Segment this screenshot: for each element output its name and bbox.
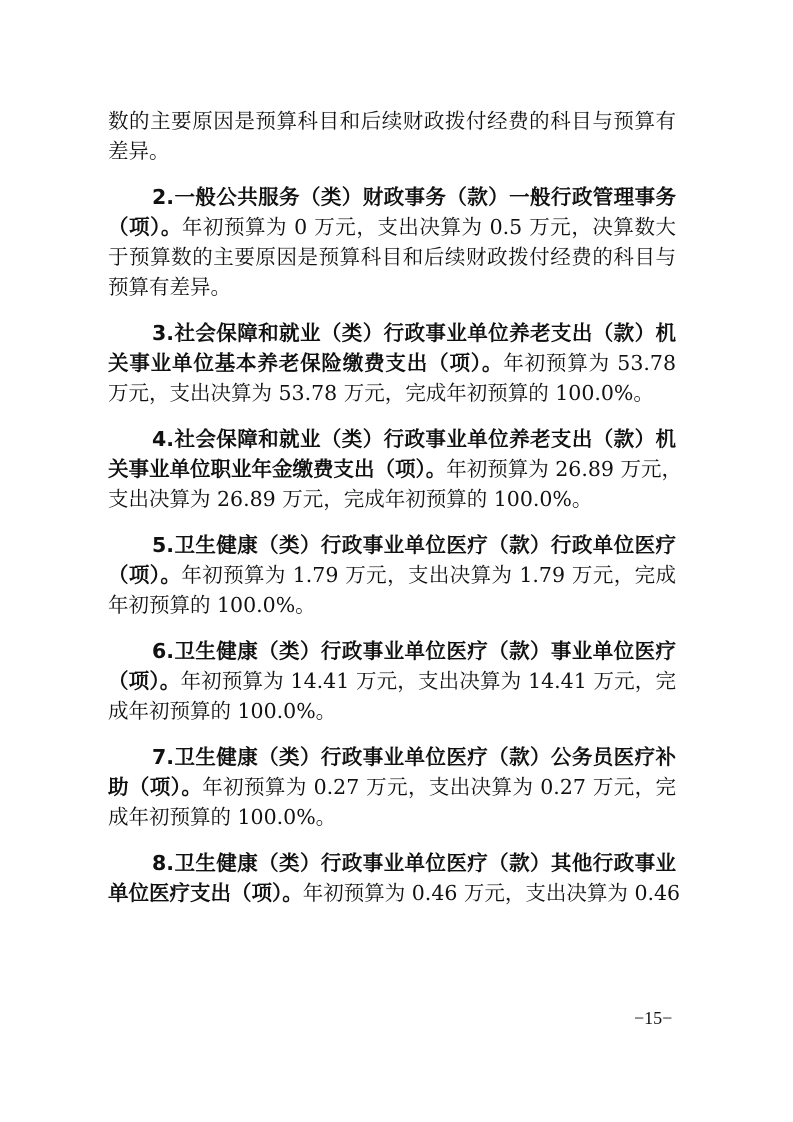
text-run: 年初预算为 1.79 万元，支出决算为 1.79 万元，完成 [181, 563, 677, 587]
item-heading: 7.卫生健康（类）行政事业单位医疗（款）公务员医疗补 [152, 745, 676, 769]
text-run: 年初预算为 0.27 万元，支出决算为 0.27 万元，完 [202, 775, 677, 799]
text-line [108, 878, 681, 908]
text-line [108, 742, 676, 772]
text-run: 年初预算为 26.89 万元， [446, 457, 682, 481]
text-run: 差异。 [108, 139, 170, 163]
text-run: 年初预算的 100.0%。 [108, 593, 316, 617]
item-heading: 关事业单位基本养老保险缴费支出（项）。 [108, 351, 504, 375]
text-line [108, 212, 676, 242]
paragraph-5 [108, 530, 676, 620]
item-heading: 单位医疗支出（项）。 [108, 881, 303, 905]
document-page [108, 106, 682, 908]
text-line [108, 182, 676, 212]
text-run: 成年初预算的 100.0%。 [108, 805, 337, 829]
paragraph-8 [108, 848, 681, 908]
text-line [108, 636, 676, 666]
text-line [108, 666, 676, 696]
text-line [108, 530, 676, 560]
text-line [108, 424, 676, 454]
text-line [108, 560, 676, 590]
text-line [108, 378, 676, 408]
text-line [108, 848, 676, 878]
paragraph-7 [108, 742, 676, 832]
paragraph-3 [108, 318, 676, 408]
text-run: 支出决算为 26.89 万元，完成年初预算的 100.0%。 [108, 487, 593, 511]
text-run: 年初预算为 0.46 万元，支出决算为 0.46 [302, 881, 681, 905]
text-line [108, 136, 676, 166]
text-run: 于预算数的主要原因是预算科目和后续财政拨付经费的科目与 [108, 245, 676, 269]
text-run: 年初预算为 53.78 [503, 351, 676, 375]
item-heading: （项）。 [108, 215, 182, 239]
item-heading: 3.社会保障和就业（类）行政事业单位养老支出（款）机 [152, 321, 676, 345]
text-run: 数的主要原因是预算科目和后续财政拨付经费的科目与预算有 [108, 109, 676, 133]
text-run: 万元，支出决算为 53.78 万元，完成年初预算的 100.0%。 [108, 381, 654, 405]
text-run: 预算有差异。 [108, 275, 231, 299]
text-line [108, 802, 676, 832]
text-line [108, 484, 676, 514]
item-heading: 助（项）。 [108, 775, 203, 799]
item-heading: 6.卫生健康（类）行政事业单位医疗（款）事业单位医疗 [152, 639, 676, 663]
item-heading: 4.社会保障和就业（类）行政事业单位养老支出（款）机 [152, 427, 676, 451]
paragraph-1 [108, 106, 676, 166]
item-heading: （项）。 [108, 669, 181, 693]
item-heading: （项）。 [108, 563, 182, 587]
item-heading: 关事业单位职业年金缴费支出（项）。 [108, 457, 447, 481]
text-line [108, 772, 676, 802]
text-run: 年初预算为 0 万元，支出决算为 0.5 万元，决算数大 [181, 215, 676, 239]
text-run: 成年初预算的 100.0%。 [108, 699, 337, 723]
paragraph-2 [108, 182, 676, 302]
text-line [108, 106, 676, 136]
text-line [108, 272, 676, 302]
text-line [108, 590, 676, 620]
text-line [108, 318, 676, 348]
text-line [108, 454, 682, 484]
item-heading: 5.卫生健康（类）行政事业单位医疗（款）行政单位医疗 [152, 533, 676, 557]
paragraph-6 [108, 636, 676, 726]
text-line [108, 348, 676, 378]
text-run: 年初预算为 14.41 万元，支出决算为 14.41 万元，完 [180, 669, 676, 693]
text-line [108, 242, 676, 272]
item-heading: 2.一般公共服务（类）财政事务（款）一般行政管理事务 [152, 185, 676, 209]
paragraph-4 [108, 424, 682, 514]
item-heading: 8.卫生健康（类）行政事业单位医疗（款）其他行政事业 [152, 851, 676, 875]
page-number: −15− [634, 1008, 673, 1028]
text-line [108, 696, 676, 726]
